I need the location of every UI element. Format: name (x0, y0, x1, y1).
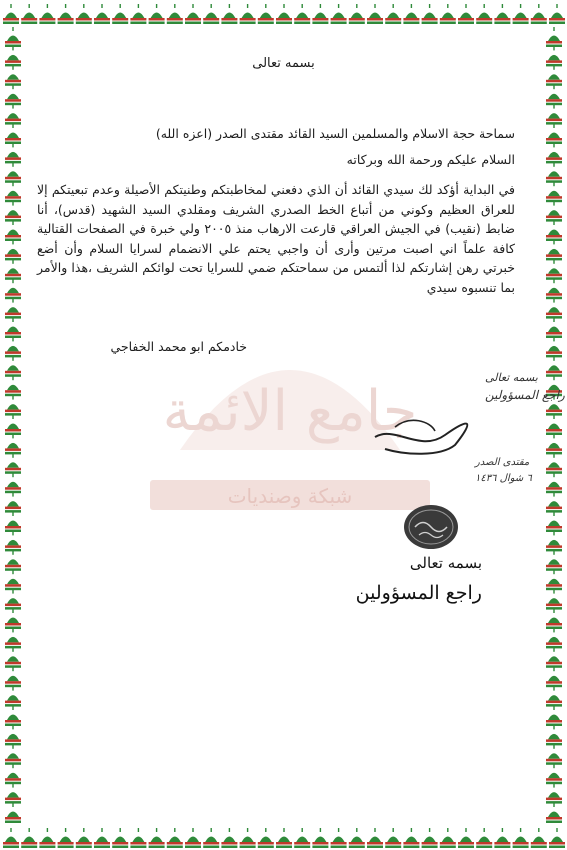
mosque-icon (546, 725, 562, 745)
mosque-icon (546, 105, 562, 125)
mosque-icon (440, 828, 456, 848)
mosque-icon (5, 221, 21, 241)
mosque-icon (5, 415, 21, 435)
mosque-icon (5, 784, 21, 804)
letter-signature-name: خادمكم ابو محمد الخفاجي (110, 339, 247, 354)
mosque-icon (276, 828, 292, 848)
handwritten-date: ٦ شوال ١٤٣٦ (475, 473, 532, 484)
mosque-icon (185, 4, 201, 24)
letter-content (30, 30, 565, 820)
mosque-icon (5, 531, 21, 551)
mosque-icon (546, 240, 562, 260)
mosque-icon (403, 828, 419, 848)
footer-instruction: راجع المسؤولين (355, 582, 482, 604)
mosque-icon (5, 279, 21, 299)
mosque-icon (5, 182, 21, 202)
mosque-icon (39, 828, 55, 848)
mosque-icon (513, 828, 529, 848)
mosque-icon (331, 4, 347, 24)
mosque-icon (258, 828, 274, 848)
mosque-icon (546, 648, 562, 668)
mosque-icon (546, 454, 562, 474)
mosque-icon (349, 828, 365, 848)
letter-greeting: السلام عليكم ورحمة الله وبركاته (346, 152, 515, 167)
mosque-icon (546, 415, 562, 435)
mosque-icon (76, 828, 92, 848)
mosque-icon (546, 628, 562, 648)
mosque-icon (546, 590, 562, 610)
mosque-icon (167, 828, 183, 848)
mosque-icon (5, 27, 21, 47)
letter-addressee: سماحة حجة الاسلام والمسلمين السيد القائد مقتدى الصدر (اعزه الله) (155, 126, 515, 141)
mosque-icon (5, 337, 21, 357)
mosque-icon (5, 473, 21, 493)
mosque-icon (5, 764, 21, 784)
mosque-icon (546, 493, 562, 513)
mosque-icon (203, 828, 219, 848)
mosque-icon (167, 4, 183, 24)
mosque-icon (546, 667, 562, 687)
mosque-icon (546, 745, 562, 765)
mosque-icon (258, 4, 274, 24)
mosque-icon (546, 764, 562, 784)
mosque-icon (385, 828, 401, 848)
mosque-icon (546, 434, 562, 454)
mosque-icon (5, 124, 21, 144)
mosque-icon (5, 105, 21, 125)
mosque-icon (5, 434, 21, 454)
mosque-icon (130, 828, 146, 848)
mosque-icon (5, 493, 21, 513)
mosque-icon (94, 4, 110, 24)
mosque-icon (94, 828, 110, 848)
mosque-icon (385, 4, 401, 24)
mosque-icon (546, 609, 562, 629)
mosque-icon (5, 454, 21, 474)
mosque-icon (546, 260, 562, 280)
mosque-icon (76, 4, 92, 24)
mosque-icon (5, 163, 21, 183)
mosque-icon (546, 803, 562, 823)
mosque-icon (546, 182, 562, 202)
mosque-icon (5, 628, 21, 648)
mosque-icon (5, 396, 21, 416)
mosque-icon (5, 803, 21, 823)
mosque-icon (422, 828, 438, 848)
mosque-icon (5, 357, 21, 377)
mosque-icon (5, 318, 21, 338)
mosque-icon (546, 221, 562, 241)
mosque-icon (513, 4, 529, 24)
mosque-icon (403, 4, 419, 24)
watermark-subtext: شبكة وصنديات (227, 484, 353, 508)
mosque-icon (331, 828, 347, 848)
mosque-icon (440, 4, 456, 24)
mosque-icon (476, 828, 492, 848)
mosque-icon (240, 828, 256, 848)
decorative-border-right (541, 0, 567, 850)
handwritten-line1: بسمه تعالى (485, 371, 538, 384)
decorative-border-left (0, 0, 26, 850)
mosque-icon (476, 4, 492, 24)
mosque-icon (5, 143, 21, 163)
mosque-icon (546, 299, 562, 319)
mosque-icon (294, 4, 310, 24)
mosque-icon (5, 725, 21, 745)
mosque-icon (367, 828, 383, 848)
mosque-icon (221, 4, 237, 24)
mosque-icon (39, 4, 55, 24)
mosque-icon (112, 4, 128, 24)
official-seal (404, 505, 458, 549)
mosque-icon (546, 124, 562, 144)
mosque-icon (203, 4, 219, 24)
mosque-icon (185, 828, 201, 848)
mosque-icon (5, 551, 21, 571)
mosque-icon (5, 687, 21, 707)
mosque-icon (5, 202, 21, 222)
mosque-icon (546, 357, 562, 377)
mosque-icon (546, 551, 562, 571)
mosque-icon (546, 27, 562, 47)
handwritten-line2: راجع المسؤولين (485, 388, 565, 402)
mosque-icon (5, 85, 21, 105)
mosque-icon (58, 4, 74, 24)
mosque-icon (349, 4, 365, 24)
mosque-icon (240, 4, 256, 24)
mosque-icon (5, 66, 21, 86)
mosque-icon (367, 4, 383, 24)
mosque-icon (546, 163, 562, 183)
mosque-icon (5, 745, 21, 765)
mosque-icon (149, 4, 165, 24)
mosque-icon (221, 828, 237, 848)
mosque-icon (546, 706, 562, 726)
mosque-icon (546, 570, 562, 590)
mosque-icon (546, 784, 562, 804)
decorative-border-bottom (0, 824, 567, 850)
mosque-icon (312, 4, 328, 24)
mosque-icon (494, 4, 510, 24)
mosque-icon (5, 609, 21, 629)
mosque-icon (5, 667, 21, 687)
mosque-icon (546, 279, 562, 299)
decorative-border-top (0, 0, 567, 26)
mosque-icon (5, 240, 21, 260)
mosque-icon (546, 531, 562, 551)
mosque-icon (546, 318, 562, 338)
handwritten-annotation (335, 365, 565, 565)
mosque-icon (546, 46, 562, 66)
mosque-icon (546, 337, 562, 357)
mosque-icon (458, 4, 474, 24)
mosque-icon (149, 828, 165, 848)
mosque-icon (5, 512, 21, 532)
mosque-icon (58, 828, 74, 848)
mosque-icon (546, 202, 562, 222)
footer-opening: بسمه تعالى (409, 554, 482, 572)
mosque-icon (5, 260, 21, 280)
mosque-icon (546, 512, 562, 532)
handwritten-line3: مقتدى الصدر (475, 457, 530, 468)
mosque-icon (5, 590, 21, 610)
mosque-icon (112, 828, 128, 848)
mosque-icon (130, 4, 146, 24)
mosque-icon (5, 299, 21, 319)
mosque-icon (546, 687, 562, 707)
mosque-icon (5, 376, 21, 396)
mosque-icon (546, 85, 562, 105)
mosque-icon (422, 4, 438, 24)
mosque-icon (546, 143, 562, 163)
mosque-icon (458, 828, 474, 848)
watermark-text: جامع الائمة (162, 379, 418, 444)
mosque-icon (546, 66, 562, 86)
mosque-icon (5, 570, 21, 590)
letter-body: في البداية أؤكد لك سيدي القائد أن الذي دفعني لمخاطبتكم وطنيتكم الأصيلة وعدم تبعيتكم إلا للعراق العظيم وكوني من أتباع الخط الصدري الشريف ومقلدي السيد الشهيد (قدس)، أنا ضابط (نقيب) في الجيش العراقي قارعت الارهاب منذ ٢٠٠٥ ولي خبرة في الصفحات القتالية كافة علماً اني اصبت مرتين وأرى أن واجبي يحتم علي الانضمام لسرايا السلام وأن أضع خبرتي رهن إشارتكم لذا ألتمس من سماحتكم ضمي للسرايا تحت لوائكم الشريف ،هذا والأمر بما تنسبوه سيدي (37, 182, 516, 295)
mosque-icon (494, 828, 510, 848)
mosque-icon (294, 828, 310, 848)
mosque-icon (546, 473, 562, 493)
letter-opening: بسمه تعالى (252, 56, 315, 71)
mosque-icon (5, 648, 21, 668)
mosque-icon (5, 706, 21, 726)
mosque-icon (312, 828, 328, 848)
signature-scribble (375, 420, 467, 453)
mosque-icon (5, 46, 21, 66)
mosque-icon (276, 4, 292, 24)
